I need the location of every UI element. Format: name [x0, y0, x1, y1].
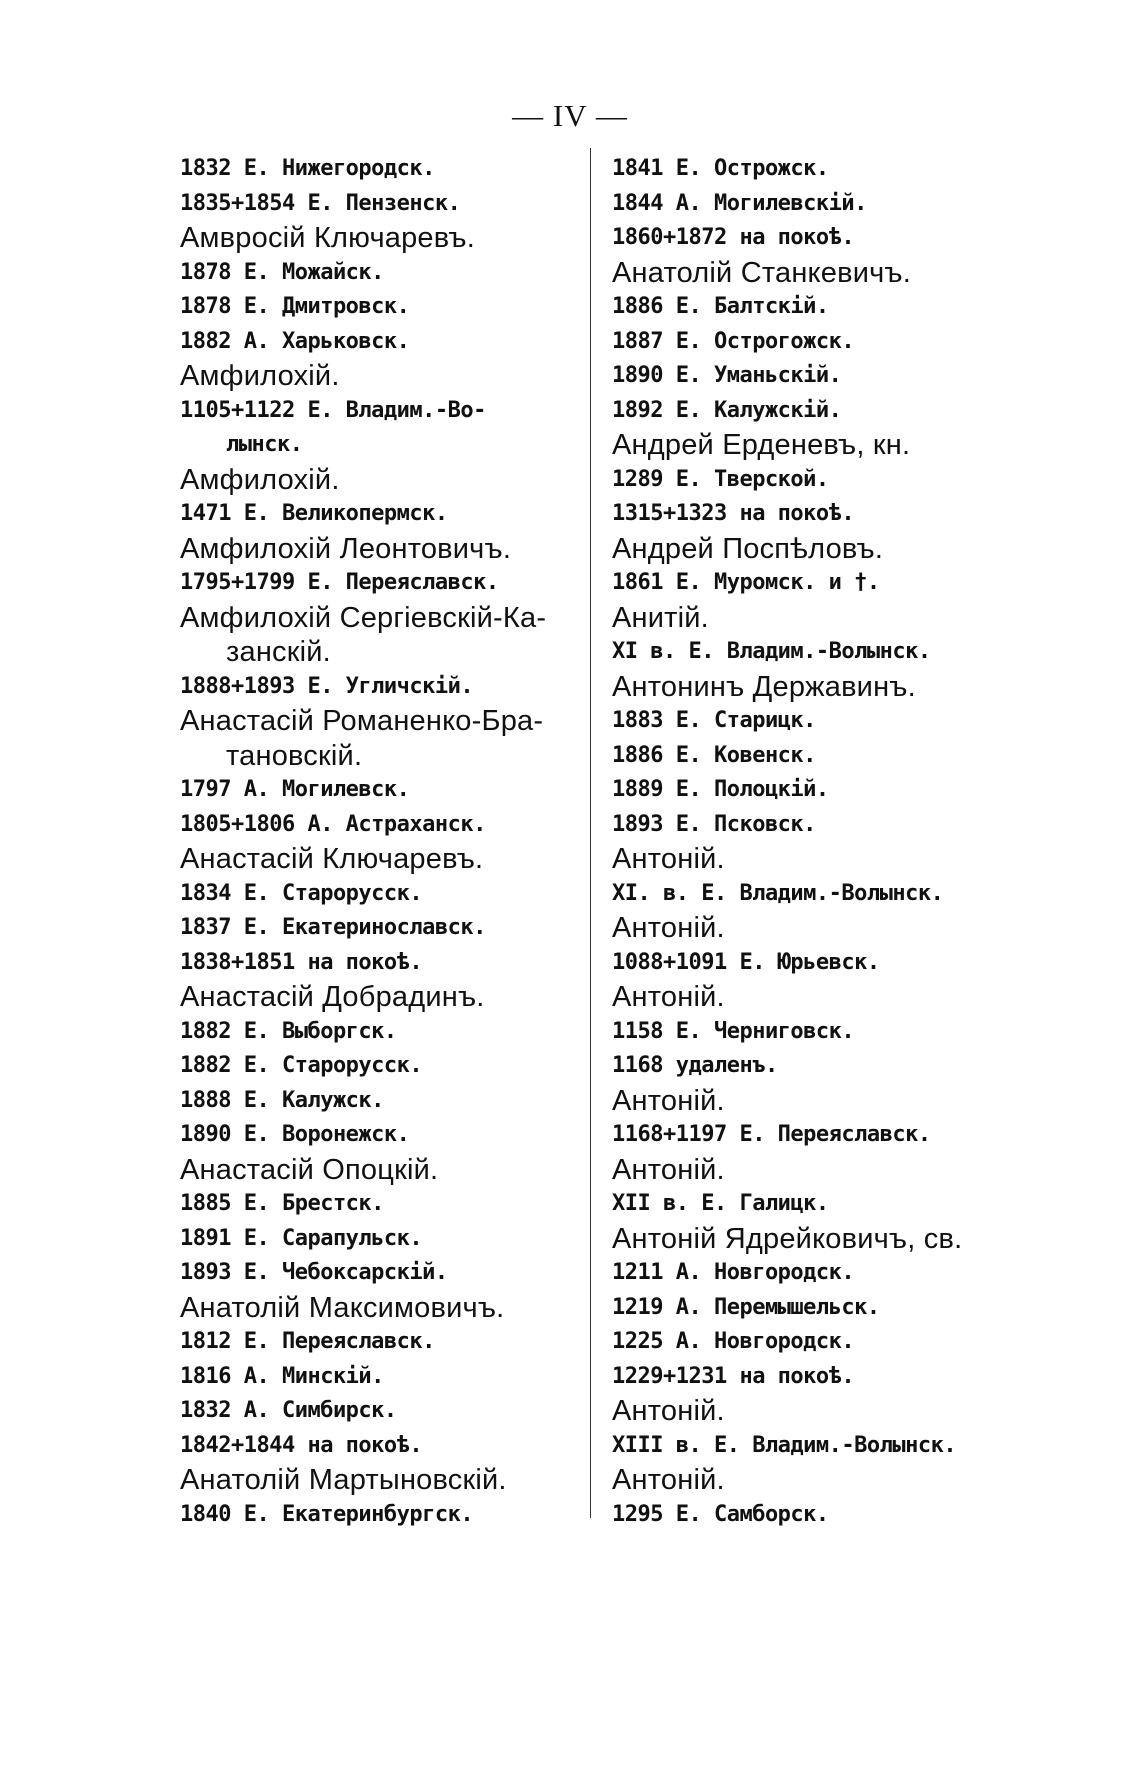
index-date-entry: 1882 Е. Выборгск.: [180, 1018, 397, 1044]
index-name-entry: Антоній.: [612, 1153, 725, 1186]
index-date-entry: 1861 Е. Муромск. и †.: [612, 570, 880, 595]
index-name-entry: Андрей Ерденевъ, кн.: [612, 429, 911, 461]
index-date-entry: 1812 Е. Переяславск.: [180, 1329, 435, 1354]
index-date-entry: 1886 Е. Балтскій.: [612, 294, 829, 319]
index-date-entry: 1892 Е. Калужскій.: [612, 397, 842, 423]
index-name-entry: Антоній.: [612, 843, 725, 875]
index-date-entry: 1888 Е. Калужск.: [180, 1087, 384, 1113]
index-date-entry: 1211 А. Новгородск.: [612, 1260, 855, 1285]
index-date-entry: 1289 Е. Тверской.: [612, 466, 829, 492]
index-date-entry: 1885 Е. Брестск.: [180, 1191, 384, 1216]
index-date-entry: 1890 Е. Воронежск.: [180, 1122, 410, 1147]
index-name-entry: Антоній Ядрейковичъ, св.: [612, 1222, 963, 1255]
index-date-entry: лынск.: [226, 432, 303, 457]
index-date-entry: 1835+1854 Е. Пензенск.: [180, 190, 461, 216]
index-date-entry: 1158 Е. Черниговск.: [612, 1018, 855, 1044]
index-name-entry: Антоній.: [612, 912, 725, 944]
index-date-entry: 1837 Е. Екатеринославск.: [180, 915, 486, 940]
index-name-entry: Амфилохій.: [180, 360, 340, 392]
index-date-entry: 1889 Е. Полоцкій.: [612, 777, 829, 802]
index-name-entry: Амфилохій Леонтовичъ.: [180, 532, 512, 565]
index-date-entry: 1168+1197 Е. Переяславск.: [612, 1122, 931, 1147]
index-date-entry: 1860+1872 на покоѣ.: [612, 225, 855, 250]
index-date-entry: 1797 А. Могилевск.: [180, 777, 410, 802]
index-name-entry: Анастасій Добрадинъ.: [180, 981, 485, 1013]
index-name-entry: Анастасій Романенко-Бра-: [180, 705, 544, 737]
index-date-entry: 1844 А. Могилевскій.: [612, 190, 867, 216]
index-date-entry: 1295 Е. Самборск.: [612, 1501, 829, 1527]
index-date-entry: 1841 Е. Острожск.: [612, 156, 829, 181]
index-name-entry: тановскій.: [226, 739, 363, 772]
index-date-entry: 1105+1122 Е. Владим.-Во-: [180, 397, 486, 423]
index-date-entry: 1795+1799 Е. Переяславск.: [180, 570, 499, 595]
index-name-entry: Амфилохій Сергіевскій-Ка-: [180, 601, 547, 634]
index-name-entry: Анатолій Максимовичъ.: [180, 1291, 505, 1324]
index-date-entry: 1840 Е. Екатеринбургск.: [180, 1501, 474, 1527]
index-name-entry: Антоній.: [612, 981, 725, 1013]
index-name-entry: Анитій.: [612, 601, 709, 634]
index-date-entry: 1882 А. Харьковск.: [180, 328, 410, 354]
index-date-entry: 1893 Е. Чебоксарскій.: [180, 1260, 448, 1285]
index-date-entry: 1229+1231 на покоѣ.: [612, 1363, 855, 1389]
index-date-entry: XIII в. Е. Владим.-Волынск.: [612, 1432, 957, 1458]
page-number: — IV —: [512, 98, 628, 133]
index-date-entry: XI. в. Е. Владим.-Волынск.: [612, 880, 944, 906]
index-date-entry: 1832 Е. Нижегородск.: [180, 156, 435, 181]
index-date-entry: 1834 Е. Старорусск.: [180, 880, 423, 906]
left-column: [180, 152, 570, 1532]
index-name-entry: Амфилохій.: [180, 463, 340, 496]
index-name-entry: Антоній.: [612, 1084, 725, 1117]
index-name-entry: Амвросій Ключаревъ.: [180, 222, 475, 254]
index-date-entry: 1878 Е. Дмитровск.: [180, 294, 410, 319]
index-date-entry: 1315+1323 на покоѣ.: [612, 501, 855, 526]
index-name-entry: Андрей Поспѣловъ.: [612, 532, 884, 565]
index-date-entry: 1805+1806 А. Астраханск.: [180, 811, 486, 837]
index-name-entry: Анастасій Опоцкій.: [180, 1153, 439, 1186]
index-date-entry: 1168 удаленъ.: [612, 1053, 778, 1078]
index-name-entry: Анатолій Станкевичъ.: [612, 256, 911, 289]
index-date-entry: 1842+1844 на покоѣ.: [180, 1432, 423, 1458]
index-date-entry: 1816 А. Минскій.: [180, 1363, 384, 1389]
column-divider: [590, 148, 591, 1518]
index-date-entry: 1888+1893 Е. Угличскій.: [180, 673, 474, 699]
index-date-entry: 1471 Е. Великопермск.: [180, 501, 448, 526]
index-date-entry: 1891 Е. Сарапульск.: [180, 1225, 423, 1251]
index-date-entry: 1886 Е. Ковенск.: [612, 742, 816, 768]
index-date-entry: 1893 Е. Псковск.: [612, 811, 816, 837]
index-date-entry: 1883 Е. Старицк.: [612, 708, 816, 733]
index-name-entry: Анастасій Ключаревъ.: [180, 843, 484, 875]
index-date-entry: 1225 А. Новгородск.: [612, 1329, 855, 1354]
index-date-entry: 1890 Е. Уманьскій.: [612, 363, 842, 388]
index-date-entry: 1088+1091 Е. Юрьевск.: [612, 949, 880, 975]
index-name-entry: Антонинъ Державинъ.: [612, 670, 916, 703]
index-date-entry: 1878 Е. Можайск.: [180, 259, 384, 285]
right-column: [612, 152, 1012, 1532]
index-name-entry: Антоній.: [612, 1395, 725, 1427]
index-date-entry: 1882 Е. Старорусск.: [180, 1053, 423, 1078]
index-date-entry: XI в. Е. Владим.-Волынск.: [612, 639, 931, 664]
index-date-entry: 1887 Е. Острогожск.: [612, 328, 855, 354]
index-date-entry: 1838+1851 на покоѣ.: [180, 949, 423, 975]
index-date-entry: XII в. Е. Галицк.: [612, 1191, 829, 1216]
index-name-entry: занскій.: [226, 636, 331, 668]
index-name-entry: Антоній.: [612, 1464, 725, 1496]
index-name-entry: Анатолій Мартыновскій.: [180, 1464, 507, 1496]
index-date-entry: 1832 А. Симбирск.: [180, 1398, 397, 1423]
index-date-entry: 1219 А. Перемышельск.: [612, 1294, 880, 1320]
